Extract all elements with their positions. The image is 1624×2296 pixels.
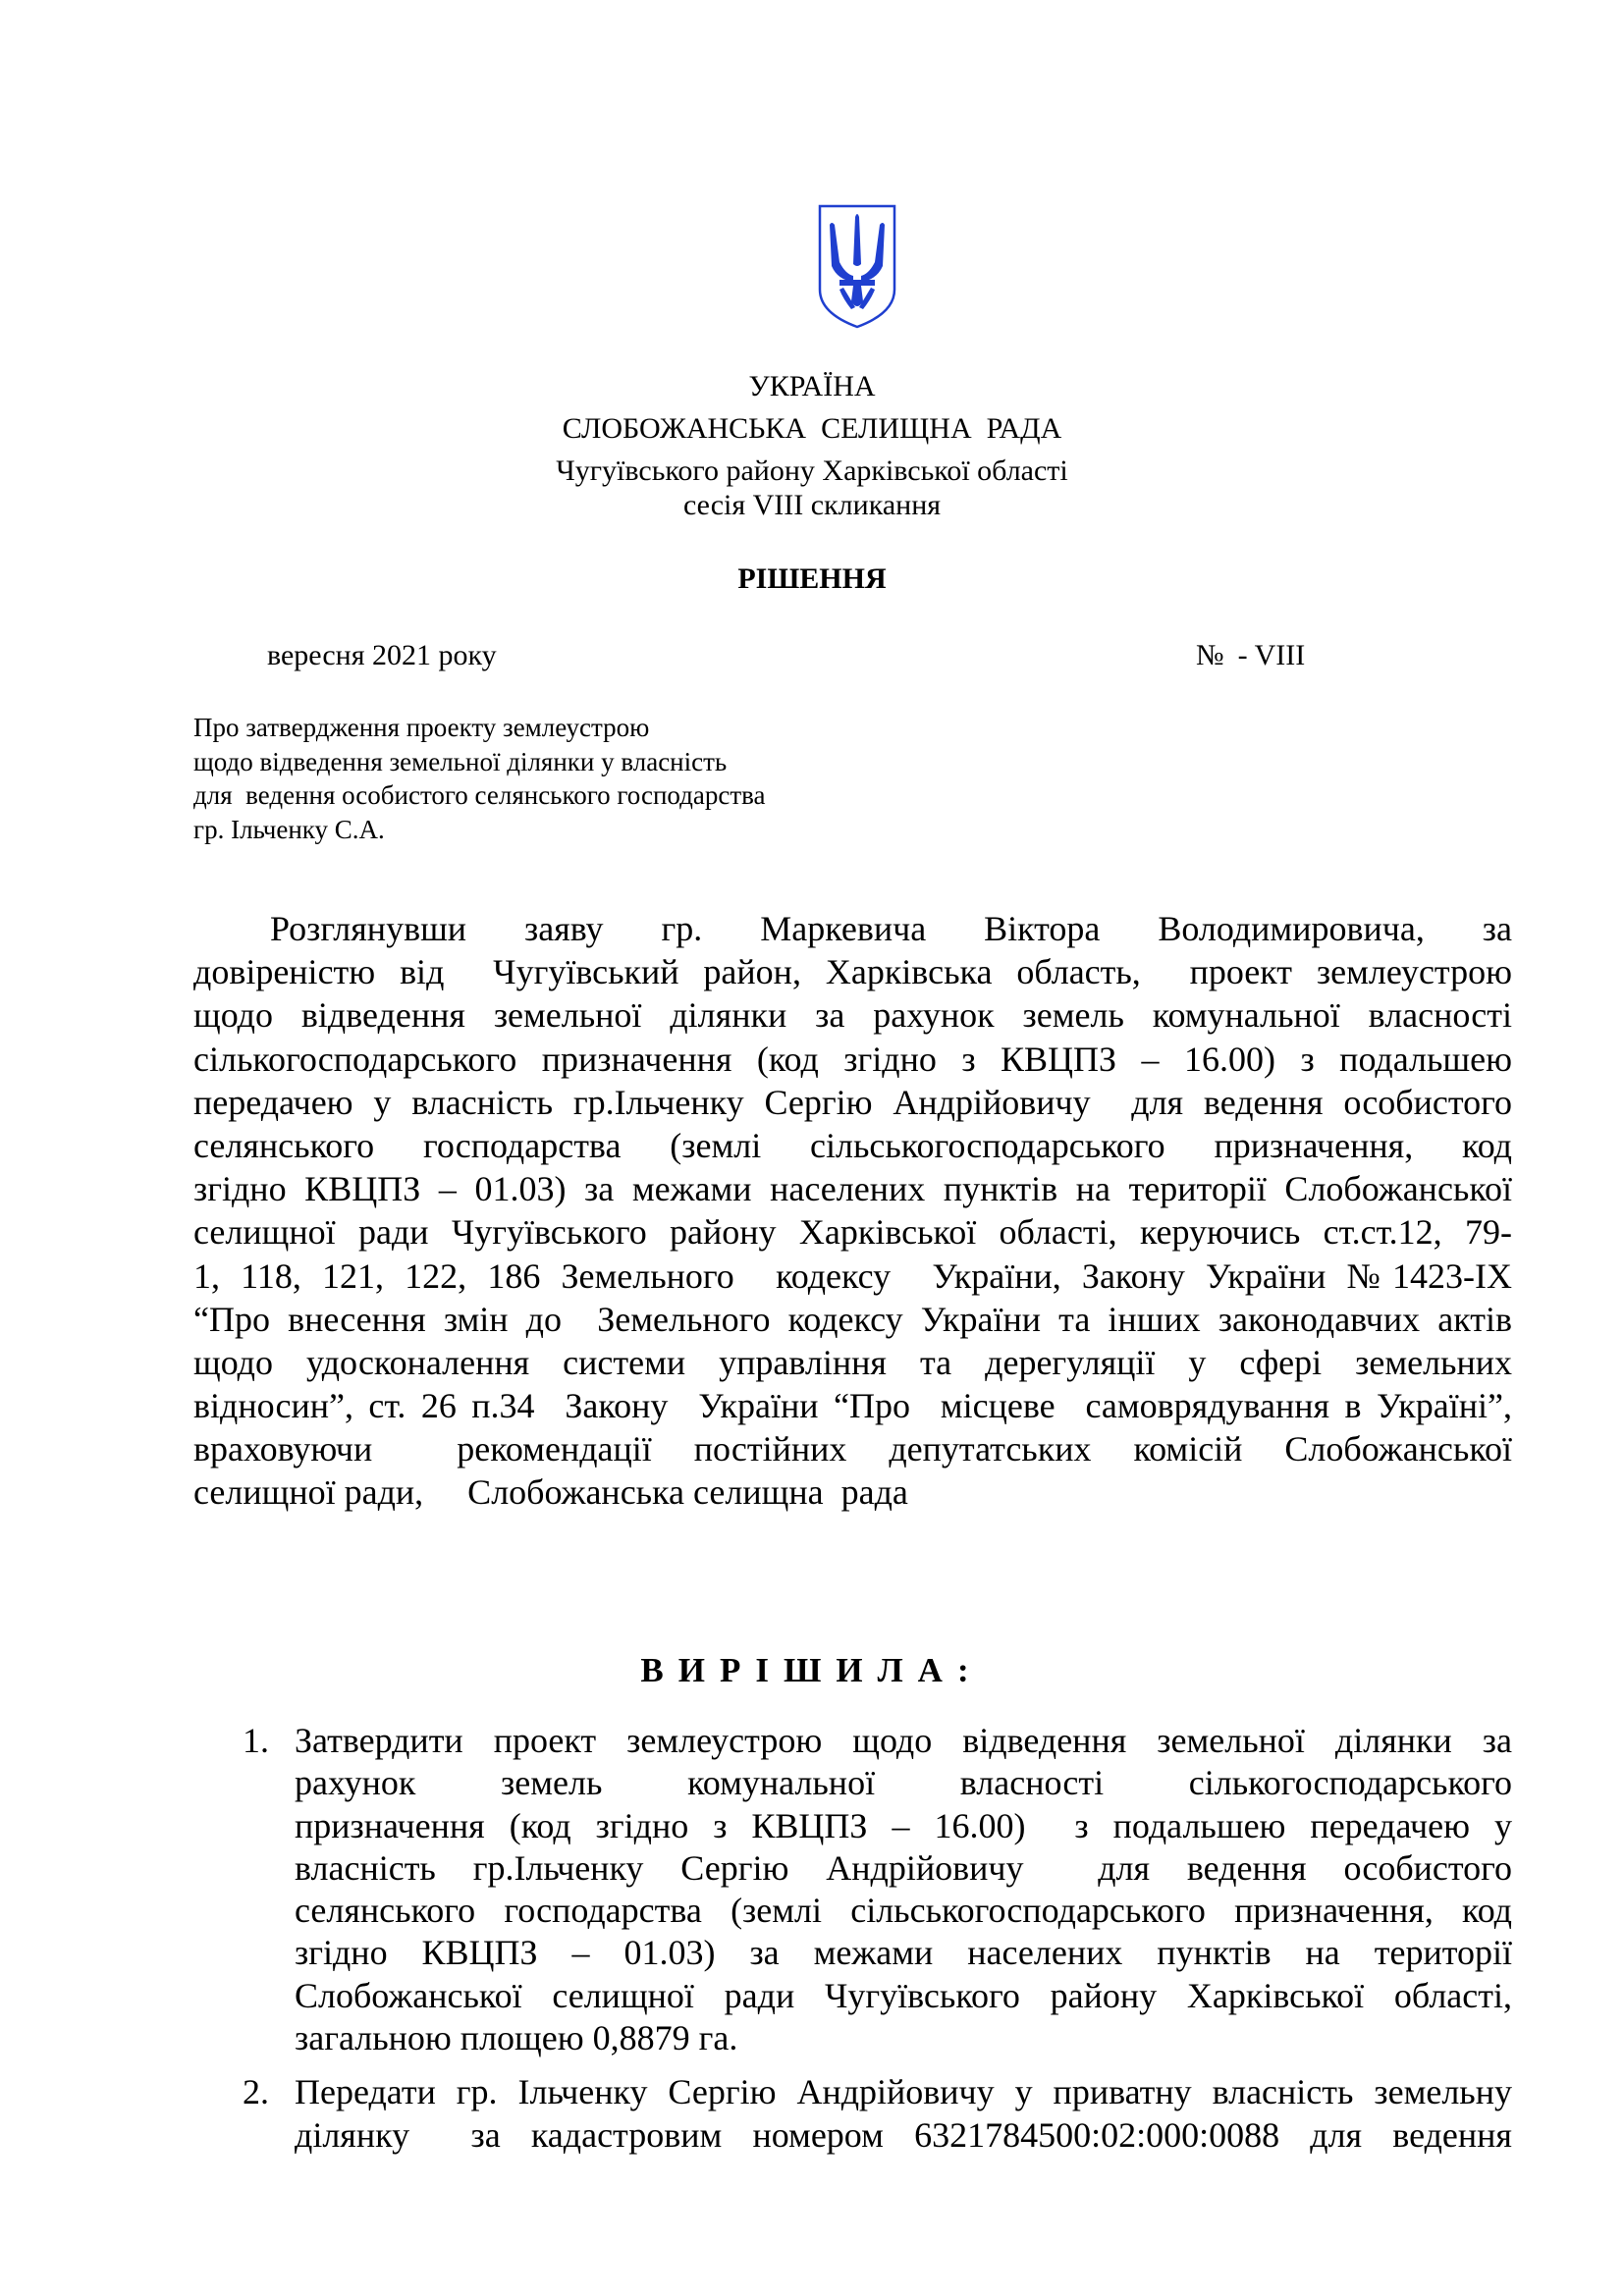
text-line: 1, 118, 121, 122, 186 Земельного кодексу України, Закону України №1423-IX bbox=[193, 1255, 1512, 1296]
text-line: Затвердити проект землеустрою щодо відведення земельної ділянки за bbox=[295, 1721, 1512, 1760]
text-line: Передати гр. Ільченку Сергію Андрійовичу у приватну власність земельну bbox=[295, 2072, 1512, 2112]
header-district: Чугуївського району Харківської області bbox=[556, 454, 1068, 487]
text-line: Слобожанської селищної ради Чугуївського району Харківської області, bbox=[295, 1975, 1512, 2015]
text-line: селянського господарства (землі сільськогосподарського призначення, код bbox=[193, 1125, 1512, 1165]
subject-line: гр. Ільченку С.А. bbox=[193, 814, 385, 844]
text-line: загальною площею 0,8879 га. bbox=[295, 2018, 738, 2058]
decision-subject bbox=[193, 711, 766, 846]
document-title: РІШЕННЯ bbox=[737, 562, 887, 595]
text-line: щодо удосконалення системи управління та дерегуляції у сфері земельних bbox=[193, 1342, 1512, 1382]
text-line: ділянку за кадастровим номером 6321784500:02:000:0088 для ведення bbox=[295, 2114, 1512, 2155]
text-line: довіреністю від Чугуївський район, Харківська область, проект землеустрою bbox=[193, 952, 1512, 992]
item-text bbox=[295, 2071, 1512, 2157]
text-line: згідно КВЦПЗ – 01.03) за межами населених пунктів на території bbox=[295, 1933, 1512, 1973]
header-council: СЛОБОЖАНСЬКА СЕЛИЩНА РАДА bbox=[562, 412, 1062, 445]
text-line: рахунок земель комунальної власності сількогосподарського bbox=[295, 1763, 1512, 1803]
header-country: УКРАЇНА bbox=[748, 370, 876, 402]
preamble-paragraph bbox=[193, 907, 1512, 1515]
item-number: 2. bbox=[243, 2072, 269, 2112]
decision-item bbox=[243, 1720, 1512, 2059]
decision-date: вересня 2021 року bbox=[267, 639, 497, 671]
number-suffix: - VIII bbox=[1237, 639, 1306, 671]
text-line: відносин”, ст. 26 п.34 Закону України “Про місцеве самоврядування в Україні”, bbox=[193, 1386, 1512, 1426]
text-line: Розглянувши заяву гр. Маркевича Віктора Володимировича, за bbox=[270, 909, 1512, 948]
text-line: селищної ради Чугуївського району Харківської області, керуючись ст.ст.12, 79- bbox=[193, 1212, 1512, 1253]
text-line: згідно КВЦПЗ – 01.03) за межами населених пунктів на території Слобожанської bbox=[193, 1169, 1512, 1209]
trident-coat-of-arms-icon bbox=[816, 203, 898, 330]
text-line: призначення (код згідно з КВЦПЗ – 16.00) з подальшею передачею у bbox=[295, 1805, 1512, 1845]
subject-line: для ведення особистого селянського господарства bbox=[193, 780, 766, 810]
resolved-heading: ВИРІШИЛА: bbox=[640, 1651, 984, 1689]
header-session: сесія VIII скликання bbox=[682, 489, 942, 521]
number-sign: № bbox=[1196, 639, 1224, 671]
text-line: власність гр.Ільченку Сергію Андрійовичу для ведення особистого bbox=[295, 1847, 1512, 1888]
decision-items bbox=[243, 1720, 1512, 2157]
item-number: 1. bbox=[243, 1721, 269, 1760]
decision-number bbox=[1196, 639, 1305, 672]
text-line: враховуючи рекомендації постійних депутатських комісій Слобожанської bbox=[193, 1429, 1512, 1469]
subject-line: Про затвердження проекту землеустрою bbox=[193, 713, 650, 742]
item-text bbox=[295, 1720, 1512, 2059]
text-line: селищної ради, Слобожанська селищна рада bbox=[193, 1472, 908, 1513]
text-line: сількогосподарського призначення (код згідно з КВЦПЗ – 16.00) з подальшею bbox=[193, 1039, 1512, 1079]
subject-line: щодо відведення земельної ділянки у власність bbox=[193, 746, 728, 776]
text-line: “Про внесення змін до Земельного кодексу України та інших законодавчих актів bbox=[193, 1299, 1512, 1339]
text-line: селянського господарства (землі сільськогосподарського призначення, код bbox=[295, 1891, 1512, 1931]
decision-item bbox=[243, 2071, 1512, 2157]
text-line: передачею у власність гр.Ільченку Сергію Андрійовичу для ведення особистого bbox=[193, 1082, 1512, 1122]
text-line: щодо відведення земельної ділянки за рахунок земель комунальної власності bbox=[193, 995, 1512, 1036]
